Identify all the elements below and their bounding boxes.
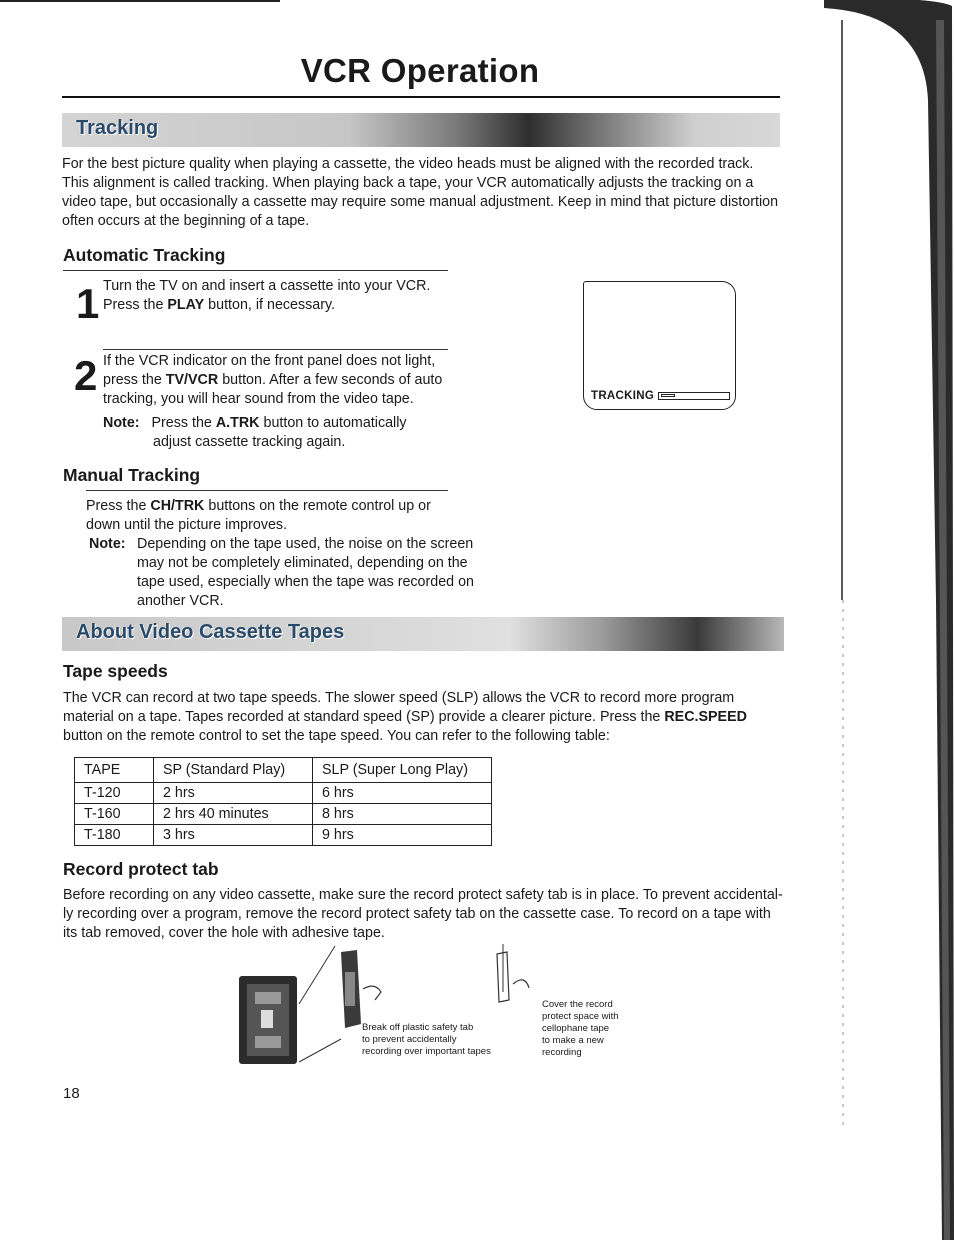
automatic-tracking-heading: Automatic Tracking — [63, 245, 226, 265]
step-2-line: If the VCR indicator on the front panel does not light, — [103, 353, 436, 369]
manual-tracking-note: Note: Depending on the tape used, the noise on the screen may not be completely eliminated, depending on the tape used, especially when the tape was recorded on another VCR. — [89, 536, 474, 609]
table-cell: T-160 — [75, 804, 154, 825]
table-row — [75, 783, 492, 804]
step-2-line: press the TV/VCR button. After a few seconds of auto — [103, 372, 443, 388]
table-cell: 3 hrs — [154, 825, 313, 846]
section-heading-tapes: About Video Cassette Tapes — [76, 621, 345, 643]
step-1-text — [103, 277, 463, 315]
chtrk-button-label: CH/TRK — [150, 498, 205, 514]
table-header-cell: SP (Standard Play) — [154, 758, 313, 783]
automatic-tracking-rule — [63, 270, 448, 271]
caption-cover-tab: Cover the record protect space with cellophane tape to make a new recording — [542, 999, 619, 1058]
record-protect-heading: Record protect tab — [63, 859, 219, 879]
page-title: VCR Operation — [300, 52, 540, 89]
table-cell: 8 hrs — [313, 804, 492, 825]
intro-line: For the best picture quality when playing a cassette, the video heads must be aligned with the recorded track. — [62, 156, 754, 172]
recspeed-button-label: REC.SPEED — [664, 709, 747, 725]
section-bar-tracking — [62, 113, 780, 147]
tape-speed-table — [74, 757, 492, 846]
table-cell: T-120 — [75, 783, 154, 804]
note-label: Note: — [103, 415, 140, 431]
table-header-cell: TAPE — [75, 758, 154, 783]
table-cell: 9 hrs — [313, 825, 492, 846]
step-number-1: 1 — [76, 280, 100, 327]
intro-line: often occurs at the beginning of a tape. — [62, 213, 310, 229]
manual-tracking-rule — [86, 490, 448, 491]
record-protect-text: Before recording on any video cassette, make sure the record protect safety tab is in place. To prevent accidental- ly recording over a program, remove the record protect safety tab on the cassette case. To record on a tape with its tab removed, cover the hole with adhesive tape. — [63, 887, 783, 941]
step-rule — [103, 349, 448, 350]
intro-line: This alignment is called tracking. When playing back a tape, your VCR automatically adjusts the tracking on a — [62, 175, 754, 191]
atrk-button-label: A.TRK — [215, 415, 260, 431]
note-label: Note: — [89, 536, 126, 552]
tracking-level-bar — [658, 392, 730, 400]
section-heading-tracking: Tracking — [76, 117, 159, 139]
table-cell: 6 hrs — [313, 783, 492, 804]
intro-line: video tape, but occasionally a cassette may require some manual adjustment. Keep in mind that picture distortion — [62, 194, 779, 210]
table-cell: T-180 — [75, 825, 154, 846]
title-rule — [62, 96, 780, 98]
table-cell: 2 hrs — [154, 783, 313, 804]
table-header-cell: SLP (Super Long Play) — [313, 758, 492, 783]
page-edge-shadow — [824, 0, 954, 1240]
step-1-line: Press the PLAY button, if necessary. — [103, 297, 336, 313]
tracking-level-indicator — [661, 394, 675, 397]
section-bar-tapes — [62, 617, 784, 651]
table-header-row — [75, 758, 492, 783]
step-number-2: 2 — [74, 352, 98, 399]
manual-tracking-text: Press the CH/TRK buttons on the remote control up or down until the picture improves. — [86, 498, 431, 533]
table-row — [75, 804, 492, 825]
tracking-intro — [62, 155, 782, 231]
tape-speeds-text: The VCR can record at two tape speeds. The slower speed (SLP) allows the VCR to record more program material on a tape. Tapes recorded at standard speed (SP) provide a clearer picture. Press the REC.SPEED button on the remote control to set the tape speed. You can refer to the following table: — [63, 690, 747, 744]
table-cell: 2 hrs 40 minutes — [154, 804, 313, 825]
page-number: 18 — [63, 1085, 80, 1102]
manual-tracking-heading: Manual Tracking — [63, 465, 201, 485]
step-2-line: tracking, you will hear sound from the video tape. — [103, 391, 414, 407]
play-button-label: PLAY — [167, 297, 205, 313]
tvvcr-button-label: TV/VCR — [165, 372, 219, 388]
tape-speeds-heading: Tape speeds — [63, 661, 168, 681]
tracking-display-label: TRACKING — [591, 390, 655, 402]
table-row — [75, 825, 492, 846]
step-2-note: Note: Press the A.TRK button to automatically adjust cassette tracking again. — [103, 415, 407, 450]
top-edge-line — [0, 0, 280, 2]
step-1-line: Turn the TV on and insert a cassette into your VCR. — [103, 278, 431, 294]
caption-break-tab: Break off plastic safety tab to prevent accidentally recording over important tapes — [362, 1022, 491, 1057]
step-2-text — [103, 352, 473, 409]
